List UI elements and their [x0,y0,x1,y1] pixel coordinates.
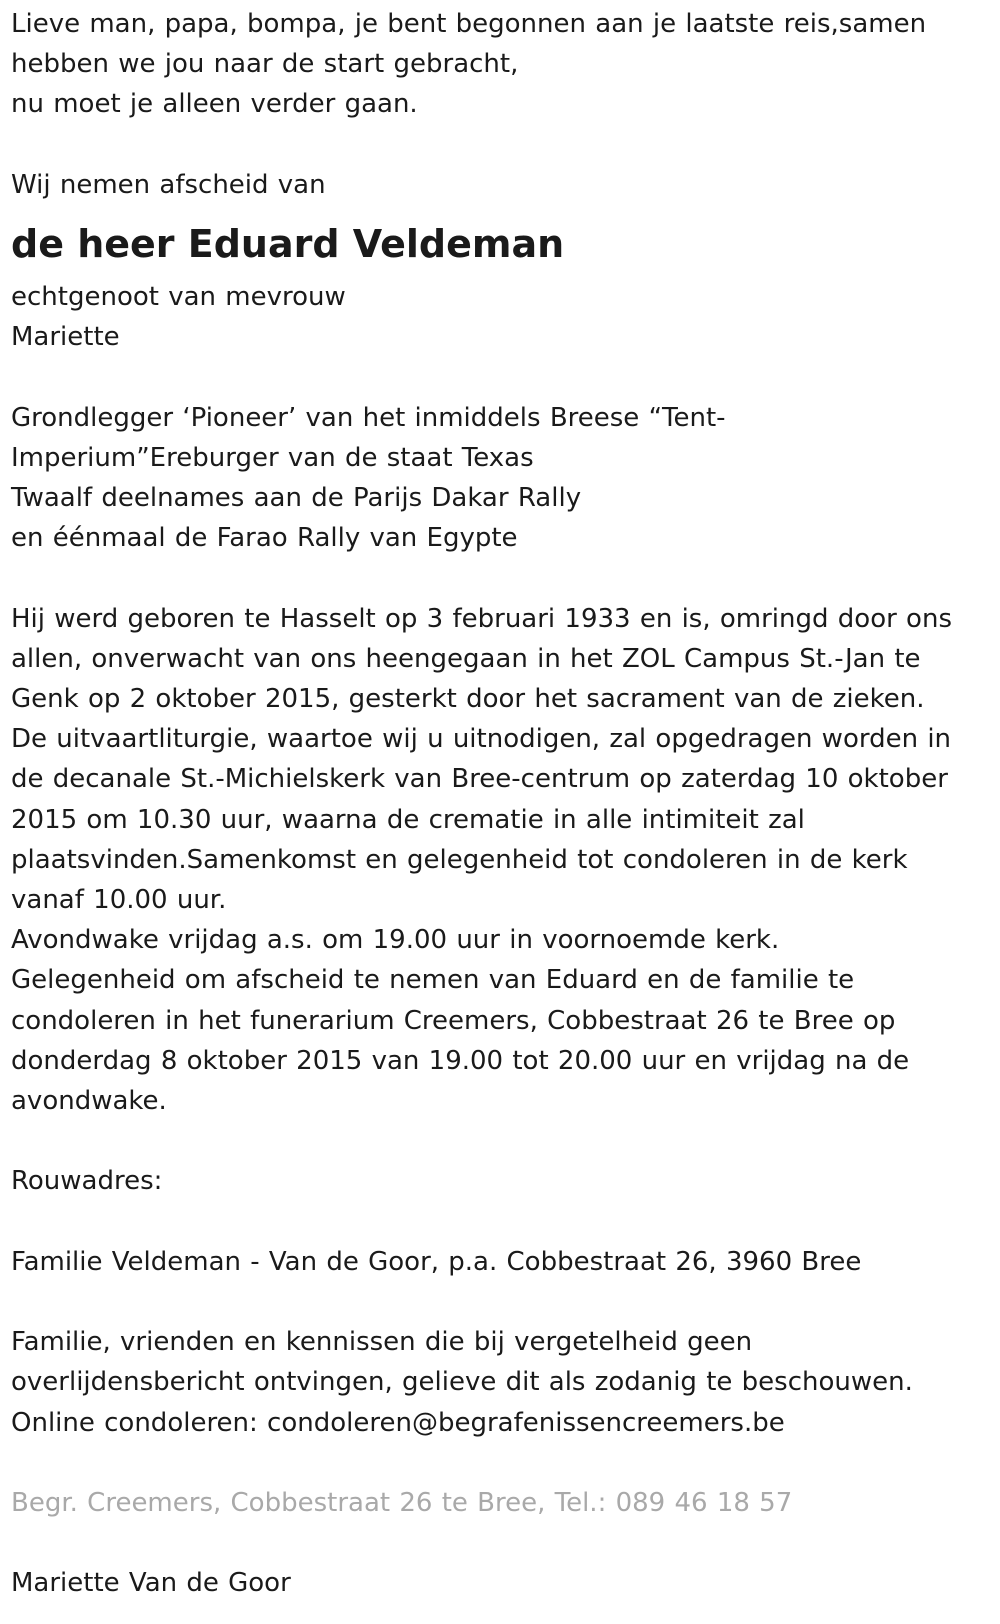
closing-notice [11,1322,989,1443]
intro-line: hebben we jou naar de start gebracht, [11,49,519,80]
details-line: De uitvaartliturgie, waartoe wij u uitnodigen, zal opgedragen worden in [11,724,952,755]
details-line: Gelegenheid om afscheid te nemen van Eduard en de familie te [11,965,855,996]
achievement-line: Twaalf deelnames aan de Parijs Dakar Rally [11,483,582,513]
mourning-address: Familie Veldeman - Van de Goor, p.a. Cobbestraat 26, 3960 Bree [11,1246,862,1277]
spacer [11,1202,989,1242]
intro-line: nu moet je alleen verder gaan. [11,89,418,120]
achievement-line: Grondlegger ‘Pioneer’ van het inmiddels Breese “Tent- [11,402,726,433]
funeral-details [11,599,989,1122]
closing-line: Familie, vrienden en kennissen die bij vergetelheid geen [11,1327,753,1358]
spacer [11,1443,989,1483]
spacer [11,1523,989,1563]
deceased-name: de heer Eduard Veldeman [11,222,565,266]
spacer [11,558,989,598]
spacer [11,357,989,397]
signature: Mariette Van de Goor [11,1568,291,1599]
spacer [11,1282,989,1322]
details-line: donderdag 8 oktober 2015 van 19.00 tot 20.00 uur en vrijdag na de [11,1045,910,1076]
closing-line: overlijdensbericht ontvingen, gelieve dit als zodanig te beschouwen. [11,1367,913,1398]
details-line: de decanale St.-Michielskerk van Bree-centrum op zaterdag 10 oktober [11,764,948,795]
details-line: plaatsvinden.Samenkomst en gelegenheid tot condoleren in de kerk [11,844,908,875]
spacer [11,1121,989,1161]
achievement-line: en éénmaal de Farao Rally van Egypte [11,523,518,554]
intro-verse [11,4,989,125]
details-line: Hij werd geboren te Hasselt op 3 februari 1933 en is, omringd door ons [11,603,952,634]
farewell-line: Wij nemen afscheid van [11,169,326,200]
details-line: condoleren in het funerarium Creemers, Cobbestraat 26 te Bree op [11,1005,896,1036]
spouse-info [11,277,989,357]
funeral-home-line: Begr. Creemers, Cobbestraat 26 te Bree, Tel.: 089 46 18 57 [11,1488,793,1518]
closing-line: Online condoleren: condoleren@begrafenissencreemers.be [11,1407,785,1438]
details-line: 2015 om 10.30 uur, waarna de crematie in alle intimiteit zal [11,804,805,835]
details-line: Avondwake vrijdag a.s. om 19.00 uur in voornoemde kerk. [11,925,780,956]
achievements [11,398,989,559]
details-line: vanaf 10.00 uur. [11,885,227,916]
spacer [11,125,989,165]
details-line: Genk op 2 oktober 2015, gesterkt door het sacrament van de zieken. [11,684,925,714]
spouse-line: echtgenoot van mevrouw [11,282,346,312]
spouse-line: Mariette [11,322,120,353]
details-line: allen, onverwacht van ons heengegaan in het ZOL Campus St.-Jan te [11,643,921,674]
intro-line: Lieve man, papa, bompa, je bent begonnen aan je laatste reis,samen [11,9,927,39]
mourning-address-label: Rouwadres: [11,1166,163,1197]
details-line: avondwake. [11,1086,167,1117]
achievement-line: Imperium”Ereburger van de staat Texas [11,442,534,473]
